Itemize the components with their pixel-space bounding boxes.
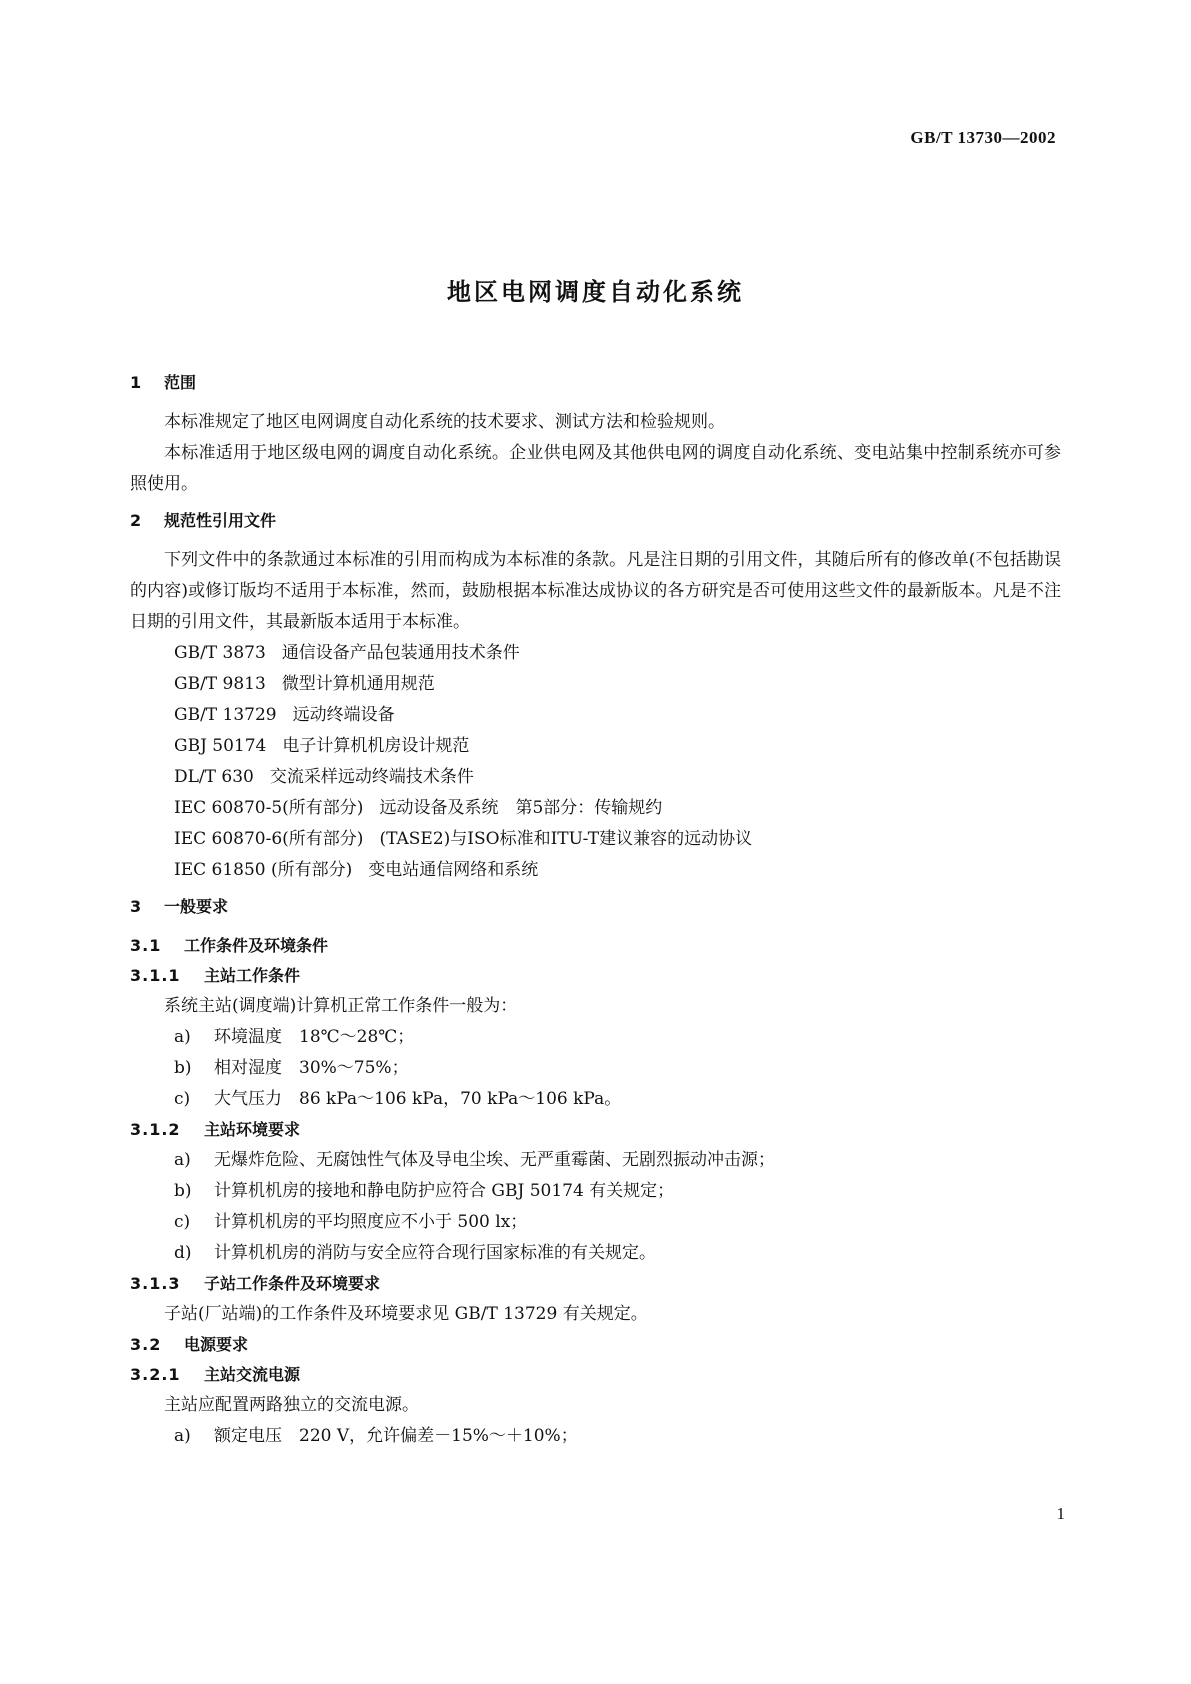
reference-title: 交流采样远动终端技术条件 xyxy=(269,767,474,787)
list-text: 无爆炸危险、无腐蚀性气体及导电尘埃、无严重霉菌、无剧烈振动冲击源； xyxy=(214,1150,775,1170)
reference-code: IEC 60870-6(所有部分) xyxy=(174,829,364,849)
clause-heading xyxy=(130,961,1061,991)
clause-title: 主站工作条件 xyxy=(204,966,301,985)
reference-item xyxy=(130,638,1061,669)
reference-code: IEC 60870-5(所有部分) xyxy=(174,798,364,818)
reference-title: 远动设备及系统 第5部分：传输规约 xyxy=(379,798,663,818)
list-item xyxy=(130,1421,1061,1452)
section-number: 2 xyxy=(130,511,142,530)
clause-text: 子站(厂站端)的工作条件及环境要求见 GB/T 13729 有关规定。 xyxy=(164,1304,648,1324)
clause-number: 3.1.3 xyxy=(130,1274,181,1293)
subsection-heading xyxy=(130,931,1061,961)
subsection-number: 3.1 xyxy=(130,936,162,955)
list-item xyxy=(130,1238,1061,1269)
section-heading-general-requirements xyxy=(130,895,1061,919)
subsection-title: 工作条件及环境条件 xyxy=(184,936,329,955)
list-label: a) xyxy=(174,1027,191,1047)
list-text: 额定电压 220 V，允许偏差－15%～＋10%； xyxy=(214,1426,578,1446)
subsection-number: 3.2 xyxy=(130,1335,162,1354)
clause-heading xyxy=(130,1115,1061,1145)
section-number: 1 xyxy=(130,373,142,392)
clause-heading xyxy=(130,1269,1061,1299)
reference-item xyxy=(130,855,1061,886)
subsection-title: 电源要求 xyxy=(184,1335,249,1354)
list-label: b) xyxy=(174,1058,192,1078)
clause-number: 3.2.1 xyxy=(130,1365,181,1384)
list-item xyxy=(130,1207,1061,1238)
list-text: 计算机机房的消防与安全应符合现行国家标准的有关规定。 xyxy=(214,1243,656,1263)
list-item xyxy=(130,1145,1061,1176)
paragraph: 下列文件中的条款通过本标准的引用而构成为本标准的条款。凡是注日期的引用文件，其随后所有的修改单(不包括勘误的内容)或修订版均不适用于本标准，然而，鼓励根据本标准达成协议的各方研究是否可使用这些文件的最新版本。凡是不注日期的引用文件，其最新版本适用于本标准。 xyxy=(130,550,1061,632)
list-text: 计算机机房的平均照度应不小于 500 lx； xyxy=(214,1212,528,1232)
paragraph: 本标准规定了地区电网调度自动化系统的技术要求、测试方法和检验规则。 xyxy=(164,412,725,432)
reference-code: IEC 61850 (所有部分) xyxy=(174,860,353,880)
reference-code: DL/T 630 xyxy=(174,767,254,787)
section-heading-scope xyxy=(130,371,1061,395)
reference-title: 变电站通信网络和系统 xyxy=(368,860,539,880)
list-label: c) xyxy=(174,1089,191,1109)
reference-item xyxy=(130,669,1061,700)
reference-title: 通信设备产品包装通用技术条件 xyxy=(281,643,520,663)
clause-number: 3.1.1 xyxy=(130,966,181,985)
reference-code: GB/T 9813 xyxy=(174,674,266,694)
list-label: c) xyxy=(174,1212,191,1232)
reference-item xyxy=(130,731,1061,762)
list-item xyxy=(130,1176,1061,1207)
reference-item xyxy=(130,762,1061,793)
clause-text: 系统主站(调度端)计算机正常工作条件一般为： xyxy=(164,996,518,1016)
list-label: b) xyxy=(174,1181,192,1201)
reference-code: GBJ 50174 xyxy=(174,736,267,756)
clause-heading xyxy=(130,1360,1061,1390)
section-title: 一般要求 xyxy=(164,897,229,916)
clause-title: 主站环境要求 xyxy=(204,1120,301,1139)
list-text: 相对湿度 30%～75%； xyxy=(214,1058,409,1078)
section-heading-normative-references xyxy=(130,509,1061,533)
reference-title: 微型计算机通用规范 xyxy=(281,674,435,694)
list-item xyxy=(130,1084,1061,1115)
list-text: 大气压力 86 kPa～106 kPa，70 kPa～106 kPa。 xyxy=(214,1089,622,1109)
reference-item xyxy=(130,793,1061,824)
section-title: 范围 xyxy=(164,373,197,392)
document-title: 地区电网调度自动化系统 xyxy=(447,278,744,306)
page-number: 1 xyxy=(1056,1504,1065,1523)
clause-number: 3.1.2 xyxy=(130,1120,181,1139)
list-label: a) xyxy=(174,1426,191,1446)
section-number: 3 xyxy=(130,897,142,916)
standard-code: GB/T 13730—2002 xyxy=(910,128,1056,147)
reference-item xyxy=(130,700,1061,731)
reference-item xyxy=(130,824,1061,855)
reference-title: 远动终端设备 xyxy=(292,705,395,725)
clause-title: 子站工作条件及环境要求 xyxy=(204,1274,381,1293)
reference-code: GB/T 13729 xyxy=(174,705,277,725)
list-label: d) xyxy=(174,1243,192,1263)
subsection-heading xyxy=(130,1330,1061,1360)
clause-text: 主站应配置两路独立的交流电源。 xyxy=(164,1395,419,1415)
reference-title: (TASE2)与ISO标准和ITU-T建议兼容的远动协议 xyxy=(379,829,753,849)
section-title: 规范性引用文件 xyxy=(164,511,277,530)
list-item xyxy=(130,1053,1061,1084)
reference-title: 电子计算机机房设计规范 xyxy=(282,736,470,756)
list-label: a) xyxy=(174,1150,191,1170)
list-text: 计算机机房的接地和静电防护应符合 GBJ 50174 有关规定； xyxy=(214,1181,675,1201)
list-text: 环境温度 18℃～28℃； xyxy=(214,1027,415,1047)
clause-title: 主站交流电源 xyxy=(204,1365,301,1384)
list-item xyxy=(130,1022,1061,1053)
paragraph: 本标准适用于地区级电网的调度自动化系统。企业供电网及其他供电网的调度自动化系统、变电站集中控制系统亦可参照使用。 xyxy=(130,443,1061,494)
reference-code: GB/T 3873 xyxy=(174,643,266,663)
document-body xyxy=(130,373,1061,1452)
